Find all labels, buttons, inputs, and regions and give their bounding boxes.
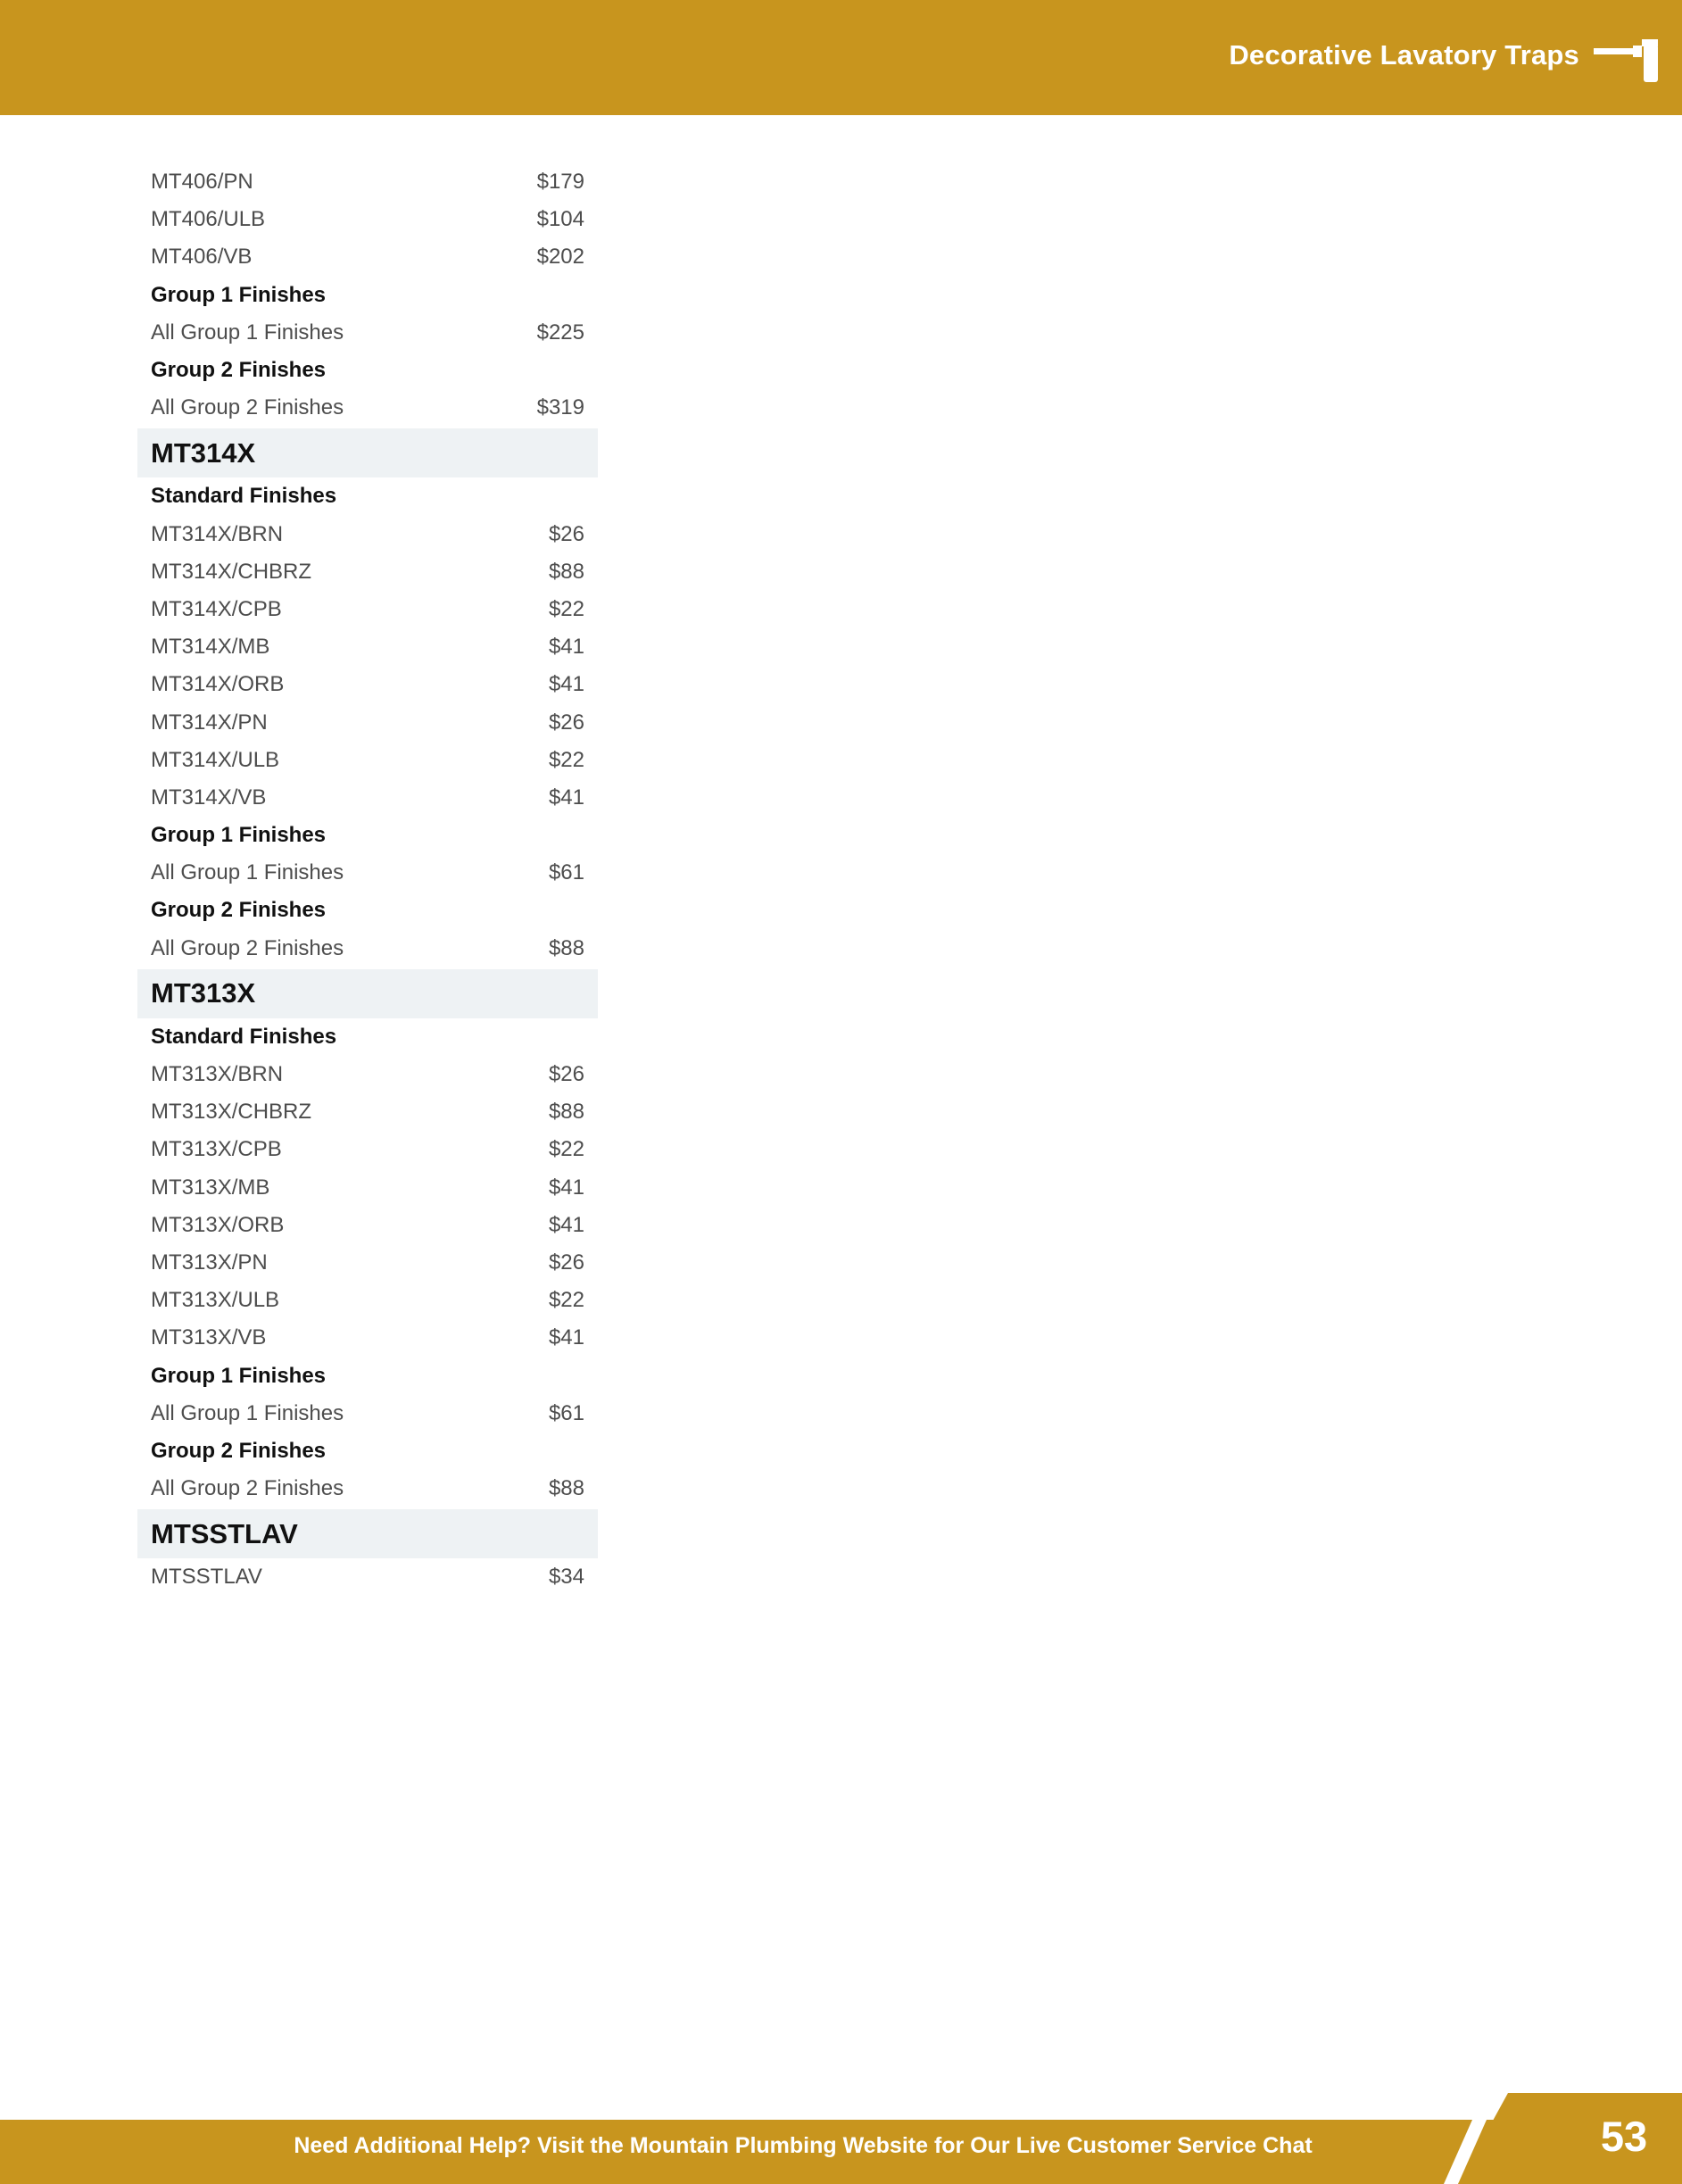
item-code: MT314X/VB <box>151 785 267 810</box>
price-row <box>137 930 598 967</box>
page-header <box>0 0 1682 115</box>
item-code: MT406/VB <box>151 245 253 270</box>
item-code: MT313X/PN <box>151 1250 268 1275</box>
item-price: $61 <box>548 1400 584 1425</box>
item-code: All Group 2 Finishes <box>151 1476 344 1501</box>
item-code: MT313X/CPB <box>151 1137 282 1162</box>
price-row <box>137 238 598 276</box>
item-code: MT314X/CHBRZ <box>151 559 312 584</box>
header-title: Decorative Lavatory Traps <box>1229 39 1579 71</box>
price-row <box>137 1056 598 1093</box>
item-price: $41 <box>548 1325 584 1350</box>
item-price: $22 <box>548 1137 584 1162</box>
price-row <box>137 742 598 779</box>
item-price: $179 <box>536 170 584 195</box>
item-price: $88 <box>548 1476 584 1501</box>
group-heading: Group 2 Finishes <box>151 1438 327 1463</box>
item-code: MT314X/ULB <box>151 747 280 772</box>
item-code: MT406/PN <box>151 170 253 195</box>
item-price: $41 <box>548 672 584 697</box>
price-row <box>137 1131 598 1168</box>
section-title-mt313x: MT313X <box>137 969 598 1018</box>
price-row <box>137 1319 598 1357</box>
item-price: $41 <box>548 635 584 660</box>
item-price: $22 <box>548 747 584 772</box>
item-code: All Group 1 Finishes <box>151 320 344 345</box>
price-row <box>137 516 598 553</box>
item-price: $41 <box>548 1175 584 1200</box>
item-code: MT313X/VB <box>151 1325 267 1350</box>
price-row <box>137 591 598 628</box>
item-code: MT314X/BRN <box>151 521 284 546</box>
section-title-mtsstlav: MTSSTLAV <box>137 1509 598 1558</box>
item-code: MT313X/CHBRZ <box>151 1100 312 1125</box>
item-price: $22 <box>548 596 584 621</box>
item-price: $41 <box>548 785 584 810</box>
price-row <box>137 1558 598 1596</box>
item-price: $61 <box>548 860 584 885</box>
item-price: $202 <box>536 245 584 270</box>
item-price: $22 <box>548 1288 584 1313</box>
item-code: All Group 2 Finishes <box>151 395 344 420</box>
section-title-mt314x: MT314X <box>137 428 598 477</box>
item-code: MT313X/BRN <box>151 1062 284 1087</box>
standard-finishes-heading: Standard Finishes <box>151 1024 337 1049</box>
standard-finishes-heading: Standard Finishes <box>151 484 337 509</box>
item-code: MT313X/MB <box>151 1175 270 1200</box>
item-price: $26 <box>548 1250 584 1275</box>
group-heading: Group 1 Finishes <box>151 1363 327 1388</box>
price-row <box>137 1282 598 1319</box>
lavatory-trap-icon <box>1592 37 1663 84</box>
item-code: MT314X/PN <box>151 710 268 735</box>
price-row <box>137 1395 598 1432</box>
footer-help-text: Need Additional Help? Visit the Mountain Plumbing Website for Our Live Customer Service Chat <box>294 2133 1313 2158</box>
price-row <box>137 1169 598 1207</box>
item-price: $34 <box>548 1565 584 1590</box>
price-row <box>137 854 598 892</box>
item-code: MT406/ULB <box>151 207 266 232</box>
item-price: $88 <box>548 935 584 960</box>
price-row <box>137 553 598 591</box>
group-heading: Group 2 Finishes <box>151 898 327 923</box>
item-code: MTSSTLAV <box>151 1565 262 1590</box>
price-row <box>137 389 598 427</box>
item-code: MT314X/ORB <box>151 672 285 697</box>
price-row <box>137 201 598 238</box>
price-row <box>137 703 598 741</box>
price-row <box>137 1207 598 1244</box>
item-price: $26 <box>548 521 584 546</box>
price-row <box>137 314 598 352</box>
item-code: All Group 1 Finishes <box>151 1400 344 1425</box>
group-heading: Group 2 Finishes <box>151 358 327 383</box>
price-row <box>137 628 598 666</box>
item-code: MT313X/ORB <box>151 1212 285 1237</box>
item-code: MT314X/CPB <box>151 596 282 621</box>
item-price: $26 <box>548 1062 584 1087</box>
price-row <box>137 163 598 201</box>
price-row <box>137 779 598 817</box>
item-code: All Group 1 Finishes <box>151 860 344 885</box>
item-price: $319 <box>536 395 584 420</box>
page-number: 53 <box>1600 2113 1648 2160</box>
item-price: $104 <box>536 207 584 232</box>
price-row <box>137 1093 598 1131</box>
item-code: MT313X/ULB <box>151 1288 280 1313</box>
price-row <box>137 1470 598 1507</box>
group-heading: Group 1 Finishes <box>151 823 327 848</box>
price-row <box>137 1244 598 1282</box>
item-price: $88 <box>548 1100 584 1125</box>
item-price: $88 <box>548 559 584 584</box>
price-row <box>137 666 598 703</box>
item-code: MT314X/MB <box>151 635 270 660</box>
item-price: $41 <box>548 1212 584 1237</box>
item-price: $26 <box>548 710 584 735</box>
group-heading: Group 1 Finishes <box>151 282 327 307</box>
price-list <box>137 163 598 1596</box>
item-price: $225 <box>536 320 584 345</box>
item-code: All Group 2 Finishes <box>151 935 344 960</box>
